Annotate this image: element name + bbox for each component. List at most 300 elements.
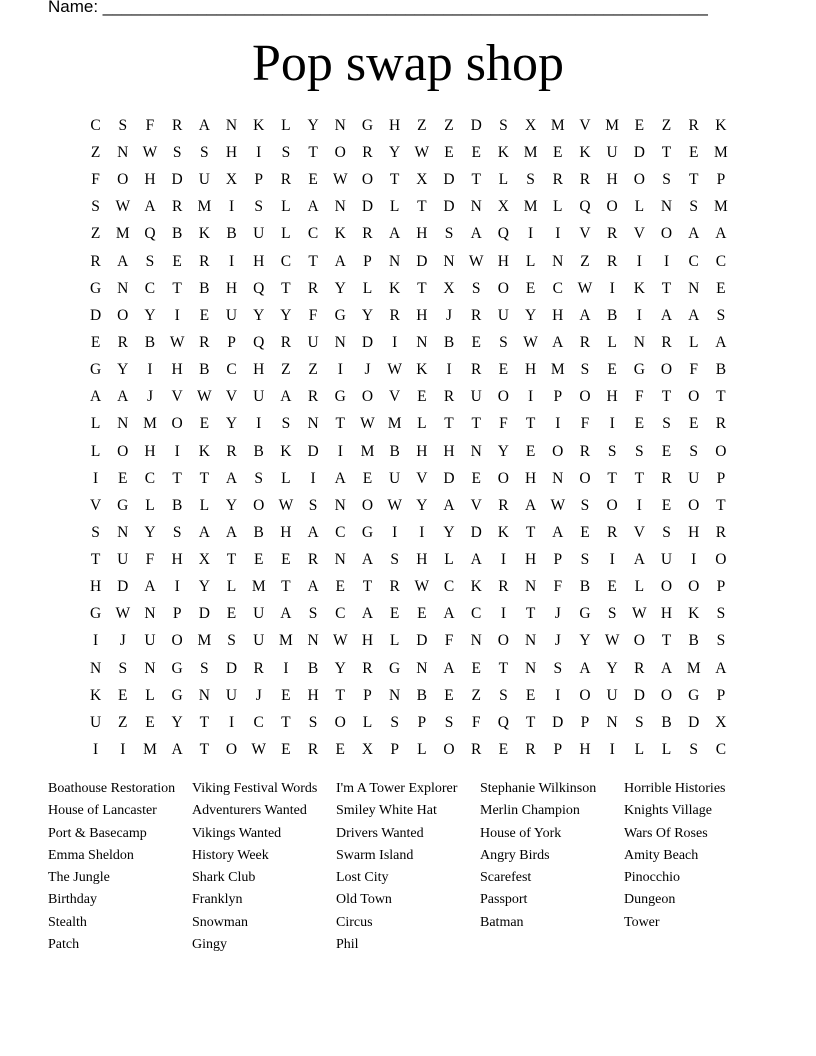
grid-letter: G [89, 279, 102, 297]
word-item: Swarm Island [336, 847, 414, 863]
grid-letter: O [225, 741, 238, 759]
grid-letter: S [607, 442, 617, 460]
grid-letter: N [117, 143, 129, 161]
grid-letter: E [199, 415, 210, 433]
word-item: Wars Of Roses [624, 825, 708, 841]
grid-letter: A [117, 252, 129, 270]
grid-letter: O [660, 686, 673, 704]
grid-letter: E [634, 415, 645, 433]
grid-letter: K [334, 225, 346, 243]
grid-letter: C [715, 741, 727, 759]
word-item: Phil [336, 937, 359, 953]
grid-letter: L [362, 279, 373, 297]
grid-letter: L [417, 741, 427, 759]
grid-letter: Z [580, 252, 590, 270]
grid-letter: N [552, 469, 564, 487]
grid-letter: A [334, 469, 346, 487]
grid-letter: I [147, 361, 153, 379]
grid-letter: B [253, 523, 264, 541]
grid-letter: M [714, 198, 728, 216]
grid-letter: Y [225, 415, 238, 433]
grid-letter: N [606, 713, 618, 731]
grid-letter: E [362, 469, 373, 487]
grid-letter: H [552, 306, 564, 324]
grid-letter: I [392, 333, 398, 351]
grid-letter: E [498, 741, 509, 759]
grid-letter: G [89, 605, 102, 623]
grid-letter: T [688, 171, 699, 189]
grid-letter: D [552, 713, 564, 731]
grid-letter: R [606, 225, 618, 243]
grid-letter: R [307, 741, 319, 759]
grid-letter: S [689, 741, 699, 759]
grid-letter: S [662, 415, 671, 433]
grid-letter: B [144, 333, 156, 351]
grid-letter: S [172, 143, 182, 161]
word-item: Amity Beach [624, 847, 699, 863]
grid-letter: F [689, 361, 699, 379]
grid-letter: I [228, 198, 235, 216]
grid-letter: N [552, 252, 564, 270]
grid-letter: E [308, 171, 318, 189]
grid-letter: K [688, 605, 700, 623]
grid-letter: L [389, 632, 400, 650]
grid-letter: W [115, 198, 131, 216]
grid-letter: E [199, 306, 210, 324]
grid-letter: B [661, 713, 672, 731]
grid-letter: X [198, 551, 210, 569]
word-item: Stealth [48, 914, 87, 930]
grid-letter: Y [606, 659, 618, 677]
grid-letter: S [390, 551, 399, 569]
grid-letter: M [387, 415, 402, 433]
word-item: Passport [480, 892, 528, 908]
grid-letter: C [226, 361, 237, 379]
grid-letter: P [716, 469, 726, 487]
grid-letter: T [281, 578, 291, 596]
grid-letter: G [334, 306, 346, 324]
grid-letter: V [89, 496, 102, 514]
grid-letter: O [660, 578, 673, 596]
word-item: Old Town [336, 892, 392, 908]
grid-letter: Y [389, 143, 401, 161]
grid-letter: R [552, 171, 563, 189]
grid-letter: I [228, 252, 235, 270]
grid-letter: S [200, 143, 209, 161]
grid-letter: T [498, 659, 509, 677]
grid-letter: H [688, 523, 700, 541]
grid-letter: A [389, 225, 401, 243]
grid-letter: L [661, 741, 672, 759]
grid-letter: H [416, 225, 428, 243]
grid-letter: H [144, 171, 156, 189]
grid-letter: I [310, 469, 316, 487]
grid-letter: J [554, 632, 561, 650]
grid-letter: E [389, 605, 400, 623]
grid-letter: Q [497, 713, 509, 731]
grid-letter: Z [471, 686, 481, 704]
grid-letter: I [609, 551, 615, 569]
grid-letter: T [308, 252, 318, 270]
grid-letter: V [579, 116, 591, 134]
word-item: Emma Sheldon [48, 847, 134, 863]
grid-letter: S [662, 523, 671, 541]
grid-letter: P [363, 252, 372, 270]
grid-letter: I [256, 415, 262, 433]
grid-letter: R [389, 578, 400, 596]
grid-letter: S [635, 442, 644, 460]
grid-letter: U [606, 143, 618, 161]
grid-letter: Y [497, 442, 509, 460]
grid-letter: W [414, 143, 430, 161]
grid-letter: A [633, 551, 645, 569]
grid-letter: O [117, 171, 129, 189]
grid-letter: O [660, 361, 673, 379]
grid-letter: D [361, 198, 374, 216]
grid-letter: A [171, 741, 183, 759]
grid-letter: U [497, 306, 509, 324]
grid-letter: Y [334, 279, 346, 297]
grid-letter: R [307, 279, 319, 297]
grid-letter: Y [253, 306, 265, 324]
grid-letter: L [199, 496, 210, 514]
word-item: Franklyn [192, 892, 243, 908]
grid-letter: M [523, 143, 538, 161]
grid-letter: D [198, 605, 210, 623]
grid-letter: P [417, 713, 427, 731]
grid-letter: S [716, 306, 726, 324]
grid-letter: D [443, 198, 455, 216]
grid-letter: S [607, 605, 617, 623]
word-item: Angry Birds [480, 847, 550, 863]
grid-letter: T [444, 415, 454, 433]
grid-letter: S [308, 496, 318, 514]
grid-letter: P [553, 551, 563, 569]
grid-letter: A [144, 578, 156, 596]
grid-letter: O [660, 225, 673, 243]
word-item: The Jungle [48, 870, 110, 886]
grid-letter: N [633, 333, 645, 351]
grid-letter: X [715, 713, 727, 731]
grid-letter: O [688, 578, 700, 596]
word-item: House of Lancaster [48, 803, 157, 819]
grid-letter: J [255, 686, 262, 704]
grid-letter: H [579, 741, 591, 759]
grid-letter: U [144, 632, 156, 650]
grid-letter: R [661, 333, 672, 351]
grid-letter: I [663, 252, 670, 270]
grid-letter: O [579, 388, 591, 406]
grid-letter: N [334, 116, 346, 134]
grid-letter: E [661, 442, 672, 460]
grid-letter: D [470, 116, 482, 134]
grid-letter: L [281, 198, 291, 216]
grid-letter: Z [118, 713, 128, 731]
grid-letter: M [279, 632, 293, 650]
grid-letter: P [553, 741, 563, 759]
word-item: Pinocchio [624, 870, 680, 886]
grid-letter: T [661, 279, 672, 297]
letter-grid [82, 112, 735, 763]
grid-letter: E [172, 252, 182, 270]
grid-letter: N [416, 333, 428, 351]
grid-letter: N [389, 686, 401, 704]
grid-letter: L [281, 225, 291, 243]
grid-letter: L [634, 578, 645, 596]
grid-letter: B [171, 225, 183, 243]
grid-letter: V [579, 225, 591, 243]
grid-letter: O [253, 496, 265, 514]
grid-letter: E [281, 551, 291, 569]
grid-letter: O [497, 632, 509, 650]
grid-letter: S [281, 415, 291, 433]
grid-letter: O [171, 632, 183, 650]
grid-letter: S [499, 333, 508, 351]
grid-letter: G [633, 361, 645, 379]
grid-letter: S [227, 632, 236, 650]
grid-letter: O [361, 496, 374, 514]
grid-letter: W [387, 496, 402, 514]
grid-letter: R [525, 741, 536, 759]
word-item: Batman [480, 914, 524, 930]
grid-letter: W [387, 361, 402, 379]
grid-letter: H [253, 361, 265, 379]
grid-letter: G [579, 605, 591, 623]
grid-letter: H [497, 252, 509, 270]
grid-letter: P [363, 686, 372, 704]
grid-letter: W [197, 388, 212, 406]
grid-letter: U [225, 306, 238, 324]
grid-letter: G [334, 388, 346, 406]
grid-letter: T [661, 632, 672, 650]
grid-letter: H [416, 442, 428, 460]
grid-letter: M [197, 198, 212, 216]
grid-letter: K [280, 442, 292, 460]
grid-letter: M [197, 632, 212, 650]
grid-letter: R [606, 252, 618, 270]
word-column [624, 778, 768, 956]
grid-letter: I [256, 143, 262, 161]
grid-letter: K [579, 143, 591, 161]
grid-letter: C [90, 116, 101, 134]
word-item: Dungeon [624, 892, 676, 908]
grid-letter: N [144, 659, 156, 677]
grid-letter: A [307, 198, 319, 216]
grid-letter: W [142, 143, 158, 161]
grid-letter: I [500, 551, 506, 569]
grid-letter: W [360, 415, 375, 433]
grid-letter: N [334, 333, 346, 351]
grid-letter: E [716, 279, 726, 297]
grid-letter: H [171, 361, 183, 379]
grid-letter: I [555, 415, 561, 433]
grid-letter: T [90, 551, 101, 569]
grid-letter: T [362, 578, 373, 596]
grid-letter: S [580, 496, 590, 514]
grid-letter: I [609, 415, 615, 433]
grid-letter: F [580, 415, 590, 433]
grid-letter: O [579, 686, 591, 704]
page-title: Pop swap shop [251, 35, 565, 92]
grid-letter: G [389, 659, 401, 677]
grid-letter: I [392, 523, 398, 541]
grid-letter: M [523, 198, 538, 216]
grid-letter: A [307, 578, 319, 596]
grid-letter: N [524, 659, 537, 677]
grid-letter: E [226, 605, 237, 623]
grid-letter: E [525, 686, 536, 704]
word-item: Viking Festival Words [192, 781, 318, 796]
grid-letter: X [416, 171, 428, 189]
grid-letter: T [716, 388, 726, 406]
grid-letter: S [444, 225, 454, 243]
grid-letter: W [632, 605, 647, 623]
grid-letter: E [688, 415, 699, 433]
grid-letter: E [417, 605, 427, 623]
grid-letter: T [199, 469, 210, 487]
grid-letter: S [308, 713, 318, 731]
grid-letter: L [90, 415, 101, 433]
grid-letter: I [174, 578, 180, 596]
grid-letter: R [280, 333, 292, 351]
grid-letter: S [390, 713, 399, 731]
grid-letter: U [198, 171, 210, 189]
grid-letter: Y [117, 361, 129, 379]
grid-letter: Q [144, 225, 156, 243]
grid-letter: A [470, 551, 482, 569]
grid-letter: R [307, 388, 319, 406]
grid-letter: T [199, 713, 210, 731]
grid-letter: W [278, 496, 294, 514]
grid-letter: A [198, 523, 210, 541]
grid-letter: Q [253, 279, 265, 297]
grid-letter: E [580, 523, 590, 541]
word-item: Boathouse Restoration [48, 781, 176, 796]
grid-letter: R [579, 442, 591, 460]
grid-letter: L [525, 252, 536, 270]
grid-letter: A [198, 116, 210, 134]
grid-letter: S [145, 252, 155, 270]
grid-letter: U [470, 388, 482, 406]
grid-letter: T [335, 686, 346, 704]
grid-letter: R [498, 496, 509, 514]
grid-letter: C [443, 578, 455, 596]
grid-letter: S [499, 686, 508, 704]
grid-letter: L [281, 116, 291, 134]
grid-letter: J [446, 306, 453, 324]
grid-letter: L [634, 198, 645, 216]
grid-letter: U [389, 469, 401, 487]
grid-letter: M [360, 442, 375, 460]
grid-letter: I [691, 551, 697, 569]
grid-letter: A [660, 306, 673, 324]
grid-letter: K [633, 279, 645, 297]
grid-letter: T [172, 279, 182, 297]
grid-letter: R [362, 659, 373, 677]
grid-letter: M [251, 578, 266, 596]
grid-letter: W [169, 333, 185, 351]
grid-letter: O [688, 388, 700, 406]
word-item: Smiley White Hat [336, 803, 437, 819]
grid-letter: H [144, 442, 156, 460]
grid-letter: D [171, 171, 183, 189]
grid-letter: N [470, 632, 482, 650]
grid-letter: F [145, 116, 155, 134]
grid-letter: A [334, 252, 346, 270]
grid-letter: A [715, 225, 727, 243]
grid-letter: T [607, 469, 617, 487]
grid-letter: L [634, 741, 645, 759]
grid-letter: E [471, 333, 481, 351]
word-item: Patch [48, 937, 80, 953]
grid-letter: G [361, 116, 374, 134]
grid-letter: V [633, 523, 645, 541]
grid-letter: H [606, 171, 618, 189]
grid-letter: N [334, 551, 346, 569]
grid-letter: B [199, 279, 210, 297]
grid-letter: K [715, 116, 727, 134]
grid-letter: D [470, 523, 482, 541]
grid-letter: Y [198, 578, 210, 596]
grid-letter: W [523, 333, 538, 351]
grid-letter: K [497, 143, 509, 161]
grid-letter: E [471, 143, 481, 161]
grid-letter: H [89, 578, 102, 596]
grid-letter: B [606, 306, 618, 324]
grid-letter: B [253, 442, 264, 460]
grid-letter: R [661, 469, 672, 487]
grid-letter: I [419, 523, 425, 541]
grid-letter: I [174, 306, 180, 324]
grid-letter: S [716, 632, 726, 650]
grid-letter: H [361, 632, 374, 650]
grid-letter: O [688, 496, 700, 514]
grid-letter: I [555, 225, 561, 243]
grid-letter: E [607, 361, 617, 379]
grid-letter: H [389, 116, 401, 134]
grid-letter: D [688, 713, 700, 731]
grid-letter: E [335, 741, 346, 759]
grid-letter: R [307, 551, 319, 569]
grid-letter: N [688, 279, 700, 297]
grid-letter: H [225, 279, 238, 297]
grid-letter: A [715, 659, 727, 677]
grid-letter: K [198, 225, 210, 243]
grid-letter: M [143, 415, 157, 433]
grid-letter: T [716, 496, 726, 514]
grid-letter: E [498, 361, 509, 379]
grid-letter: E [471, 659, 481, 677]
grid-letter: M [115, 225, 130, 243]
grid-letter: M [550, 361, 565, 379]
grid-letter: B [688, 632, 699, 650]
grid-letter: U [253, 632, 265, 650]
grid-letter: E [471, 469, 481, 487]
grid-letter: N [443, 252, 455, 270]
word-item: Birthday [48, 892, 97, 908]
grid-letter: N [225, 116, 238, 134]
grid-letter: A [443, 659, 455, 677]
grid-letter: C [335, 523, 346, 541]
grid-letter: T [471, 415, 481, 433]
grid-letter: U [89, 713, 102, 731]
grid-letter: U [688, 469, 700, 487]
grid-letter: I [500, 605, 506, 623]
grid-letter: F [444, 632, 454, 650]
grid-letter: I [528, 388, 534, 406]
grid-letter: B [199, 361, 210, 379]
grid-letter: M [550, 116, 565, 134]
